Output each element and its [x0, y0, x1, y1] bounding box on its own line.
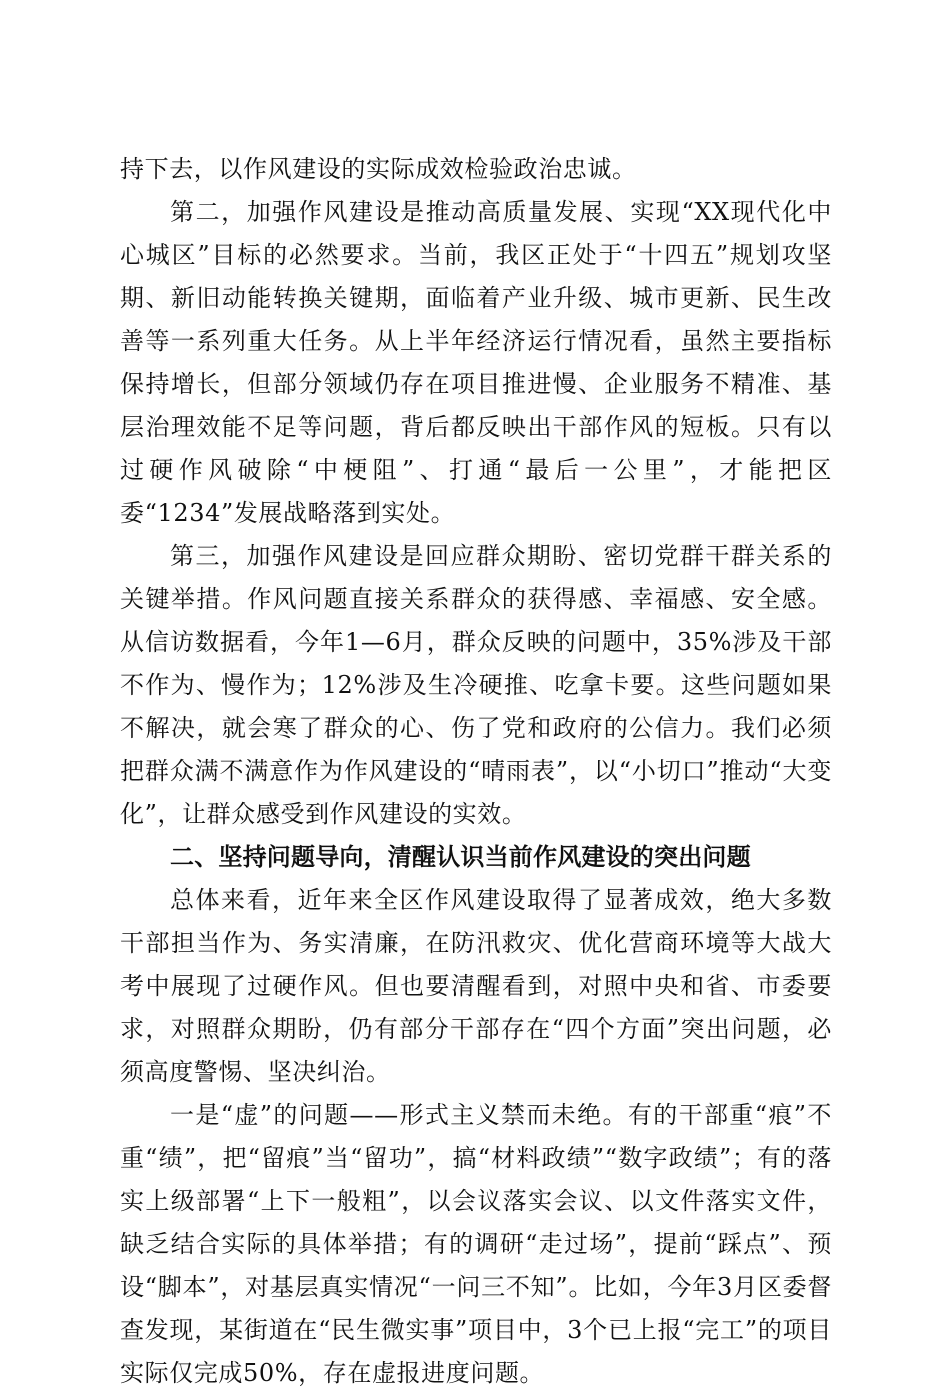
paragraph-second-point: 第二，加强作风建设是推动高质量发展、实现“XX现代化中心城区”目标的必然要求。当前，我区正处于“十四五”规划攻坚期、新旧动能转换关键期，面临着产业升级、城市更新、民生改善等一系列重大任务。从上半年经济运行情况看，虽然主要指标保持增长，但部分领域仍存在项目推进慢、企业服务不精准、基层治理效能不足等问题，背后都反映出干部作风的短板。只有以过硬作风破除“中梗阻”、打通“最后一公里”，才能把区委“1234”发展战略落到实处。 [120, 198, 832, 527]
paragraph-overview: 总体来看，近年来全区作风建设取得了显著成效，绝大多数干部担当作为、务实清廉，在防汛救灾、优化营商环境等大战大考中展现了过硬作风。但也要清醒看到，对照中央和省、市委要求，对照群众期盼，仍有部分干部存在“四个方面”突出问题，必须高度警惕、坚决纠治。 [120, 886, 832, 1086]
paragraph-issue-one: 一是“虚”的问题——形式主义禁而未绝。有的干部重“痕”不重“绩”，把“留痕”当“留功”，搞“材料政绩”“数字政绩”；有的落实上级部署“上下一般粗”，以会议落实会议、以文件落实文件，缺乏结合实际的具体举措；有的调研“走过场”，提前“踩点”、预设“脚本”，对基层真实情况“一问三不知”。比如，今年3月区委督查发现，某街道在“民生微实事”项目中，3个已上报“完工”的项目实际仅完成50%，存在虚报进度问题。 [120, 1101, 832, 1387]
paragraph-continuation: 持下去，以作风建设的实际成效检验政治忠诚。 [120, 155, 637, 183]
paragraph-third-point: 第三，加强作风建设是回应群众期盼、密切党群干群关系的关键举措。作风问题直接关系群众的获得感、幸福感、安全感。从信访数据看，今年1—6月，群众反映的问题中，35%涉及干部不作为、慢作为；12%涉及生冷硬推、吃拿卡要。这些问题如果不解决，就会寒了群众的心、伤了党和政府的公信力。我们必须把群众满不满意作为作风建设的“晴雨表”，以“小切口”推动“大变化”，让群众感受到作风建设的实效。 [120, 542, 832, 828]
document-body [120, 148, 832, 1395]
section-heading: 二、坚持问题导向，清醒认识当前作风建设的突出问题 [170, 843, 751, 871]
